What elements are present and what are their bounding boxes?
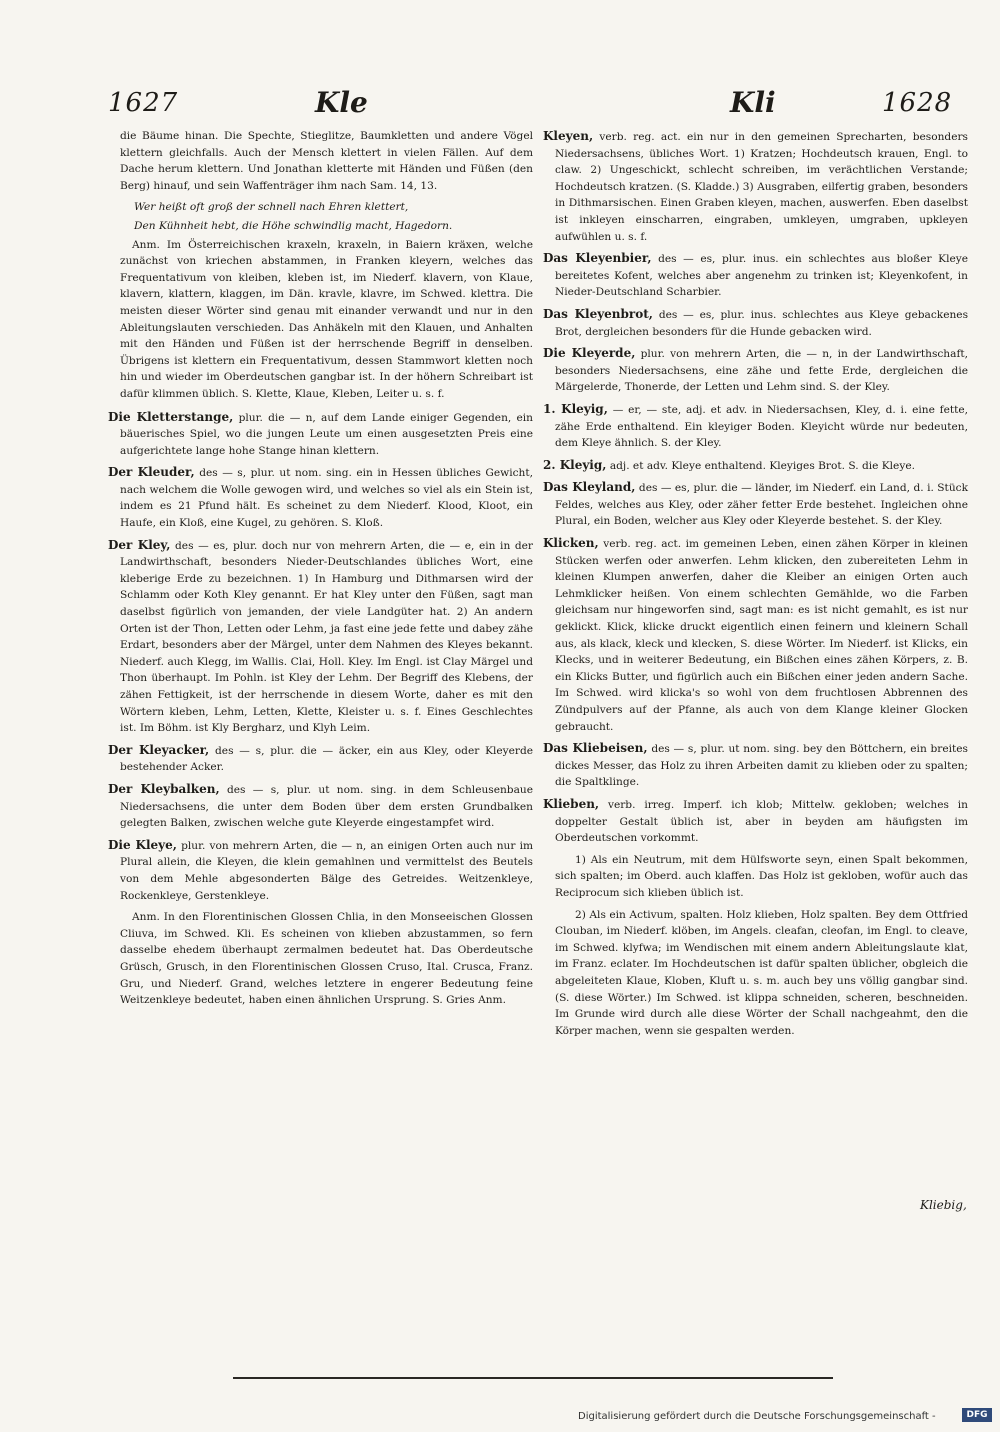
right-catchword-header: Kli xyxy=(730,86,776,119)
entry-headword: Der Kley, xyxy=(108,537,171,552)
dictionary-entry xyxy=(108,742,533,776)
left-page-number: 1627 xyxy=(108,88,179,118)
dictionary-entry xyxy=(543,740,968,791)
entry-text: plur. die — n, auf dem Lande einiger Gegenden, ein bäuerisches Spiel, wo die jungen Leute um einen ausgesetzten Preis eine aufgerichtete lange hohe Stange hinan klettern. xyxy=(120,411,533,457)
entry-text: verb. irreg. Imperf. ich klob; Mittelw. gekloben; welches in doppelter Gestalt üblich ist, aber in beyden am häufigsten im Oberdeutschen vorkommt. xyxy=(555,798,968,845)
entry-text: des — s, plur. ut nom. sing. ein in Hessen übliches Gewicht, nach welchem die Wolle gewogen wird, und welches so viel als ein Stein ist, indem es 21 Pfund hält. Es scheinet zu dem Niederf. Klood, Kloot, ein Haufe, ein Kloß, eine Kugel, zu gehören. S. Kloß. xyxy=(120,467,533,530)
entry-headword: Klicken, xyxy=(543,536,599,551)
entry-text: plur. von mehrern Arten, die — n, an einigen Orten auch nur im Plural allein, die Kleyen, die klein gemahlnen und vermittelst des Beutels von dem Mehle abgesonderten Bälge des Getreides. Weitzenkleye, Rockenkleye, Gerstenkleye. xyxy=(120,839,534,902)
entry-text: des — es, plur. inus. ein schlechtes aus bloßer Kleye bereitetes Kofent, welches aber angenehm zu trinken ist; Kleyenkofent, in Nieder-Deutschland Scharbier. xyxy=(555,253,969,299)
etymology-note: Anm. Im Österreichischen kraxeln, kraxeln, in Baiern kräxen, welche zunächst von kriechen abstammen, in Franken kleyern, welches das Frequentativum von kleiben, kleben ist, im Niederf. klavern, von Klaue, klavern, klattern, klaggen, im Dän. kravle, klavre, im Schwed. klettra. Die meisten dieser Wörter sind genau mit einander verwandt und nur in den Ableitungslauten verschieden. Das Anhäkeln mit den Klauen, und Anhalten mit den Händen und Füßen ist der herrschende Begriff in denselben. Übrigens ist klettern ein Frequentativum, dessen Stammwort kletten noch hin und wieder im Oberdeutschen gangbar ist. In der höhern Schreibart ist dafür klimmen üblich. S. Klette, Klaue, Kleben, Leiter u. s. f. xyxy=(120,238,533,400)
footer-credit: Digitalisierung gefördert durch die Deutsche Forschungsgemeinschaft - xyxy=(578,1411,936,1422)
entry-headword: Das Kliebeisen, xyxy=(543,741,648,756)
entry-text: des — s, plur. die — äcker, ein aus Kley, oder Kleyerde bestehender Acker. xyxy=(120,744,534,774)
right-page-number: 1628 xyxy=(882,88,953,118)
dictionary-entry xyxy=(543,345,968,396)
entry-text: — er, — ste, adj. et adv. in Niedersachsen, Kley, d. i. eine fette, zähe Erde enthaltend. Ein kleyiger Boden. Kleyicht würde nur bedeuten, dem Kleye ähnlich. S. der Kley. xyxy=(555,403,969,450)
entry-headword: Der Kleuder, xyxy=(108,465,195,480)
footer-rule xyxy=(233,1377,833,1379)
sense-paragraph: 2) Als ein Activum, spalten. Holz klieben, Holz spalten. Bey dem Ottfried Clouban, im Niederf. klöben, im Angels. cleafan, cleofan, im Engl. to cleave, im Schwed. klyfwa; im Wendischen mit einem andern Ableitungslaute klat, im Franz. eclater. Im Hochdeutschen ist dafür spalten üblicher, obgleich die abgeleiteten Klaue, Kloben, Kluft u. s. m. auch bey uns völlig gangbar sind. (S. diese Wörter.) Im Schwed. ist klippa schneiden, scheren, beschneiden. Im Grunde wird durch alle diese Wörter der Schall nachgeahmt, den die Körper machen, wenn sie gespalten werden. xyxy=(555,908,968,1037)
entry-text: verb. reg. act. ein nur in den gemeinen Sprecharten, besonders Niedersachsens, übliches Wort. 1) Kratzen; Hochdeutsch krauen, Engl. to claw. 2) Ungeschickt, schlecht schreiben, im verächtlichen Verstande; Hochdeutsch kratzen. (S. Kladde.) 3) Ausgraben, eilfertig graben, besonders in Dithmarsischen. Einen Graben kleyen, machen, auswerfen. Eben daselbst ist inkleyen einscharren, eingraben, umkleyen, umgraben, upkleyen aufwühlen u. s. f. xyxy=(555,131,968,243)
entry-text: plur. von mehrern Arten, die — n, in der Landwirthschaft, besonders Niedersachsens, eine zähe und fette Erde, dergleichen die Märgelerde, Thonerde, der Letten und Lehm sind. S. der Kley. xyxy=(555,348,968,394)
entry-headword: Das Kleyenbrot, xyxy=(543,306,653,321)
entry-text: des — s, plur. ut nom. sing. bey den Böttchern, ein breites dickes Messer, das Holz zu ihren Arbeiten damit zu klieben oder zu spalten; die Spaltklinge. xyxy=(555,743,968,789)
entry-headword: Die Kletterstange, xyxy=(108,409,234,424)
dfg-logo: DFG xyxy=(962,1408,992,1422)
dictionary-entry xyxy=(543,306,968,340)
dictionary-entry xyxy=(108,464,533,531)
entry-headword: 1. Kleyig, xyxy=(543,401,608,416)
entry-text: des — s, plur. ut nom. sing. in dem Schleusenbaue Niedersachsens, die unter dem Boden über dem ersten Grundbalken gelegten Balken, zwischen welche gute Kleyerde eingestampfet wird. xyxy=(120,783,534,830)
entry-text: des — es, plur. die — länder, im Niederf. ein Land, d. i. Stück Feldes, welches aus Kley, oder zäher fetter Erde bestehet. Ingleichen ohne Plural, ein Boden, welcher aus Kley oder Kleyerde bestehet. S. der Kley. xyxy=(555,482,968,528)
entry-headword: Der Kleyacker, xyxy=(108,742,210,757)
entry-headword: Kleyen, xyxy=(543,129,594,143)
left-column xyxy=(108,128,533,1015)
entry-headword: Die Kleyerde, xyxy=(543,346,636,361)
dictionary-entry xyxy=(543,457,968,475)
quoted-verse: Den Kühnheit hebt, die Höhe schwindlig macht, Hagedorn. xyxy=(134,219,453,232)
entry-text: des — es, plur. inus. schlechtes aus Kleye gebackenes Brot, dergleichen besonders für die Hunde gebacken wird. xyxy=(555,308,969,338)
entry-text: verb. reg. act. im gemeinen Leben, einen zähen Körper in kleinen Stücken werfen oder anwerfen. Lehm klicken, den zubereiteten Lehm in kleinen Klumpen anwerfen, daher die Kleiber an einigen Orten auch Lehmklicker heißen. Von einem schlechten Gemählde, wo die Farben gleichsam nur hingeworfen sind, sagt man: es ist nicht gemahlt, es ist nur geklickt. Klick, klicke druckt eigentlich einen feinern und kleinern Schall aus, als klack, kleck und klecken, S. diese Wörter. Im Niederf. ist Klicks, ein Klecks, und in weiterer Bedeutung, ein Bißchen eines zähen Körpers, z. B. ein Klicks Butter, und figürlich auch ein Bißchen einer jeden andern Sache. Im Schwed. wird klicka's so wohl von dem fruchtlosen Abbrennen des Zündpulvers auf der Pfanne, als auch von dem Klange kleiner Glocken gebraucht. xyxy=(555,538,968,733)
dictionary-entry xyxy=(543,535,968,735)
dictionary-entry xyxy=(543,479,968,530)
entry-headword: Die Kleye, xyxy=(108,837,177,852)
entry-headword: Das Kleyenbier, xyxy=(543,251,652,266)
quoted-verse: Wer heißt oft groß der schnell nach Ehren klettert, xyxy=(134,201,409,214)
left-catchword-header: Kle xyxy=(315,86,368,119)
entry-continuation: die Bäume hinan. Die Spechte, Stieglitze, Baumkletten und andere Vögel klettern gleichfalls. Auch der Mensch klettert in vielen Fällen. Auf dem Dache herum klettern. Und Jonathan kletterte mit Händen und Füßen (den Berg) hinauf, und sein Waffenträger ihm nach Sam. 14, 13. xyxy=(120,130,533,192)
etymology-note: Anm. In den Florentinischen Glossen Chlia, in den Monseeischen Glossen Cliuva, im Schwed. Kli. Es scheinen von klieben abzustammen, so fern dasselbe ehedem überhaupt zermalmen bedeutet hat. Das Oberdeutsche Grüsch, Grusch, in den Florentinischen Glossen Cruso, Ital. Crusca, Franz. Gru, und Niederf. Grand, welches letztere in engerer Bedeutung feine Weitzenkleye bedeutet, haben einen ähnlichen Ursprung. S. Gries Anm. xyxy=(120,911,533,1007)
entry-headword: Das Kleyland, xyxy=(543,480,636,495)
entry-text: des — es, plur. doch nur von mehrern Arten, die — e, ein in der Landwirthschaft, besonders Nieder-Deutschlandes übliches Wort, eine kleberige Erde zu bezeichnen. 1) In Hamburg und Dithmarsen wird der Schlamm oder Koth Kley genannt. Er hat Kley unter den Füßen, sagt man daselbst figürlich von jemanden, der viele Landgüter hat. 2) An andern Orten ist der Thon, Letten oder Lehm, ja fast eine jede fette und dabey zähe Erdart, besonders aber der Märgel, unter dem Nahmen des Kleyes bekannt. Niederf. auch Klegg, im Wallis. Clai, Holl. Kley. Im Engl. ist Clay Märgel und Thon überhaupt. Im Pohln. ist Kley der Lehm. Der Begriff des Klebens, der zähen Fettigkeit, ist der herrschende in diesem Worte, daher es mit den Wörtern kleben, Lehm, Letten, Klette, Kleister u. s. f. Eines Geschlechtes ist. Im Böhm. ist Kly Bergharz, und Klyh Leim. xyxy=(120,539,533,735)
dictionary-entry xyxy=(108,781,533,832)
entry-headword: 2. Kleyig, xyxy=(543,457,607,472)
entry-headword: Der Kleybalken, xyxy=(108,781,220,796)
dictionary-entry xyxy=(108,537,533,737)
right-column xyxy=(543,128,968,1044)
dictionary-entry xyxy=(108,409,533,460)
page-header xyxy=(0,80,1000,120)
dictionary-entry xyxy=(108,837,533,904)
sense-paragraph: 1) Als ein Neutrum, mit dem Hülfsworte seyn, einen Spalt bekommen, sich spalten; im Oberd. auch klaffen. Das Holz ist gekloben, wofür auch das Reciprocum sich klieben üblich ist. xyxy=(555,853,968,899)
dictionary-entry xyxy=(543,128,968,245)
dictionary-entry xyxy=(543,796,968,847)
entry-text: adj. et adv. Kleye enthaltend. Kleyiges Brot. S. die Kleye. xyxy=(609,459,915,472)
entry-headword: Klieben, xyxy=(543,796,600,811)
dictionary-entry xyxy=(543,401,968,452)
dictionary-entry xyxy=(543,250,968,301)
page-catchword: Kliebig, xyxy=(920,1198,967,1212)
